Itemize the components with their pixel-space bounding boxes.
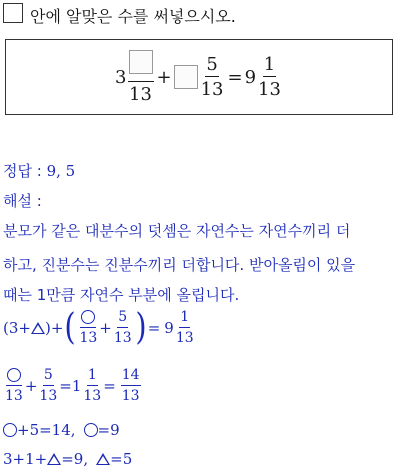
eq-fraction-2 [200,55,225,101]
explanation-line-2: 하고, 진분수는 진분수끼리 더합니다. 받아올림이 있을 [3,256,356,274]
answer-blank-box-icon [3,3,23,23]
step-1-equation: (3+ )+ ( 13 + $\frac{5}{13}$ ) = 9 $\frac{1}{13}$ [3,307,194,349]
step1-fraction-1: 13 [78,310,98,347]
circle-icon [3,423,17,437]
step1-open: (3+ [3,319,45,337]
eq-whole-4: 9 [244,66,257,88]
eq-fraction-1 [128,50,154,105]
equation-box [5,39,393,115]
step2-fraction-2: $\frac{5}{13}$ [39,367,58,405]
eq-plus: + [156,66,172,88]
circle-icon [7,368,21,382]
triangle-icon [47,453,61,465]
eq-num-4: 1 [263,55,276,78]
eq-den-4: 13 [258,79,281,101]
question-text: 안에 알맞은 수를 써넣으시오. [30,7,236,26]
step-4-equation: 3+1+ =9, =5 [3,450,133,468]
step2-fraction-1: 13 [4,368,24,405]
circle-icon [81,310,95,324]
answer-label: 정답 : [3,162,42,180]
step-3-equation: +5=14, =9 [3,421,120,439]
open-paren: ( [64,307,77,349]
explanation-label: 해설 : [3,192,42,210]
circle-icon [84,423,98,437]
numerator-blank-input[interactable] [129,50,153,74]
eq-num-3: 5 [205,55,218,78]
whole-blank-input[interactable] [174,65,198,89]
step1-close: )+ [44,319,64,338]
eq-equals: = [227,66,243,88]
step1-fraction-2: $\frac{5}{13}$ [113,309,132,347]
step2-fraction-4: $\frac{14}{13}$ [121,367,140,405]
triangle-icon [31,322,45,334]
equation [6,50,392,105]
triangle-icon [96,453,110,465]
answer-line [3,160,75,181]
close-paren: ) [135,307,147,349]
explanation-line-1: 분모가 같은 대분수의 덧셈은 자연수는 자연수끼리 더 [3,222,351,240]
eq-fraction-3 [257,55,282,101]
answer-value: 9, 5 [46,162,76,180]
explanation-line-3: 때는 1만큼 자연수 부분에 올립니다. [3,286,240,304]
eq-whole-1: 3 [115,66,127,88]
eq-den-3: 13 [200,79,224,101]
eq-den-1: 13 [129,83,152,105]
step-2-equation: 13 + $\frac{5}{13}$ = 1 $\frac{1}{13}$ = $\frac{14}{13}$ [5,367,140,405]
step2-fraction-3: $\frac{1}{13}$ [83,367,102,405]
step1-fraction-result: $\frac{1}{13}$ [175,309,194,347]
